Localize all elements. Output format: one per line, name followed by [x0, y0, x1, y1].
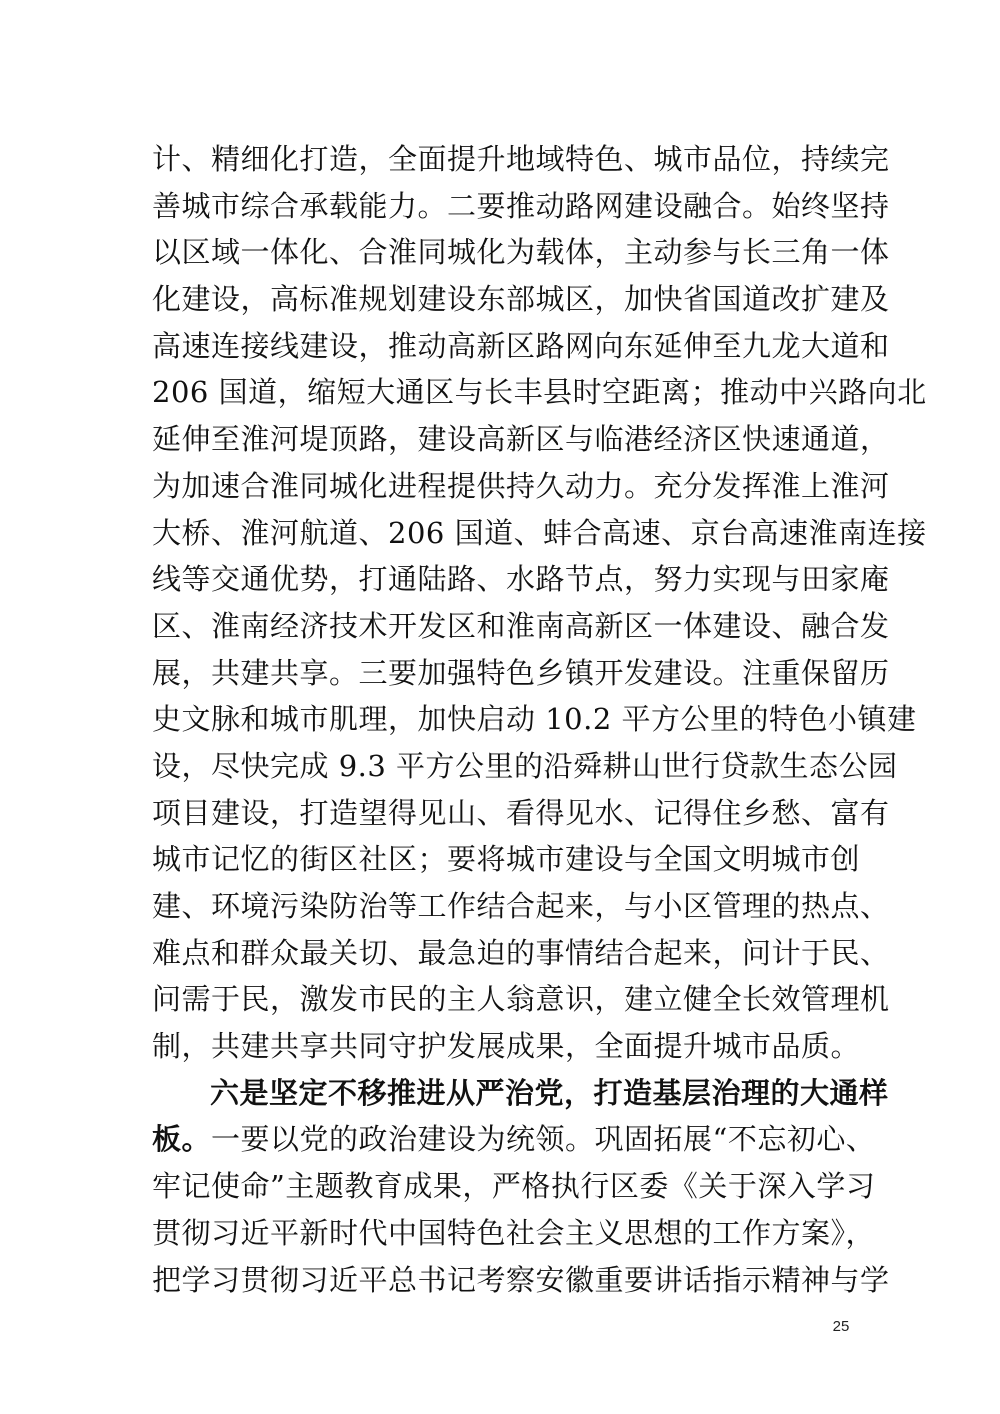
- body-text: [152, 126, 927, 1303]
- text-line: 把学习贯彻习近平总书记考察安徽重要讲话指示精神与学: [152, 1262, 890, 1297]
- text-line: 史文脉和城市肌理，加快启动 10.2 平方公里的特色小镇建: [152, 702, 917, 737]
- text-line: 难点和群众最关切、最急迫的事情结合起来，问计于民、: [152, 935, 890, 970]
- text-line: 高速连接线建设，推动高新区路网向东延伸至九龙大道和: [152, 328, 890, 363]
- text-line: 区、淮南经济技术开发区和淮南高新区一体建设、融合发: [152, 608, 890, 643]
- section-heading-end: 板。: [152, 1122, 212, 1157]
- text-line: 为加速合淮同城化进程提供持久动力。充分发挥淮上淮河: [152, 468, 890, 503]
- text-line: 贯彻习近平新时代中国特色社会主义思想的工作方案》，: [152, 1215, 876, 1250]
- text-line: 城市记忆的街区社区；要将城市建设与全国文明城市创: [152, 842, 861, 877]
- text-line: 建、环境污染防治等工作结合起来，与小区管理的热点、: [152, 889, 890, 923]
- text-line: 设，尽快完成 9.3 平方公里的沿舜耕山世行贷款生态公园: [152, 748, 898, 783]
- section-heading: 六是坚定不移推进从严治党，打造基层治理的大通样: [210, 1075, 889, 1110]
- text-line: 制，共建共享共同守护发展成果，全面提升城市品质。: [152, 1029, 861, 1064]
- text-line: 延伸至淮河堤顶路，建设高新区与临港经济区快速通道，: [152, 422, 890, 457]
- section-heading-continuation: [152, 1116, 876, 1163]
- section-heading-rest: 一要以党的政治建设为统领。巩固拓展“不忘初心、: [211, 1122, 876, 1157]
- text-line: 牢记使命”主题教育成果，严格执行区委《关于深入学习: [152, 1169, 876, 1204]
- text-line: 展，共建共享。三要加强特色乡镇开发建设。注重保留历: [152, 655, 890, 690]
- text-line: 善城市综合承载能力。二要推动路网建设融合。始终坚持: [152, 188, 890, 223]
- text-line: 206 国道，缩短大通区与长丰县时空距离；推动中兴路向北: [152, 375, 927, 410]
- text-line: 化建设，高标准规划建设东部城区，加快省国道改扩建及: [152, 282, 890, 317]
- text-line: 问需于民，激发市民的主人翁意识，建立健全长效管理机: [152, 982, 890, 1017]
- text-line: 大桥、淮河航道、206 国道、蚌合高速、京台高速淮南连接: [152, 515, 927, 550]
- text-line: 项目建设，打造望得见山、看得见水、记得住乡愁、富有: [152, 795, 890, 830]
- text-line: 线等交通优势，打通陆路、水路节点，努力实现与田家庵: [152, 562, 890, 597]
- text-line: 计、精细化打造，全面提升地域特色、城市品位，持续完: [152, 142, 890, 176]
- page-number: 25: [832, 1318, 850, 1335]
- text-line: 以区域一体化、合淮同城化为载体，主动参与长三角一体: [152, 235, 890, 270]
